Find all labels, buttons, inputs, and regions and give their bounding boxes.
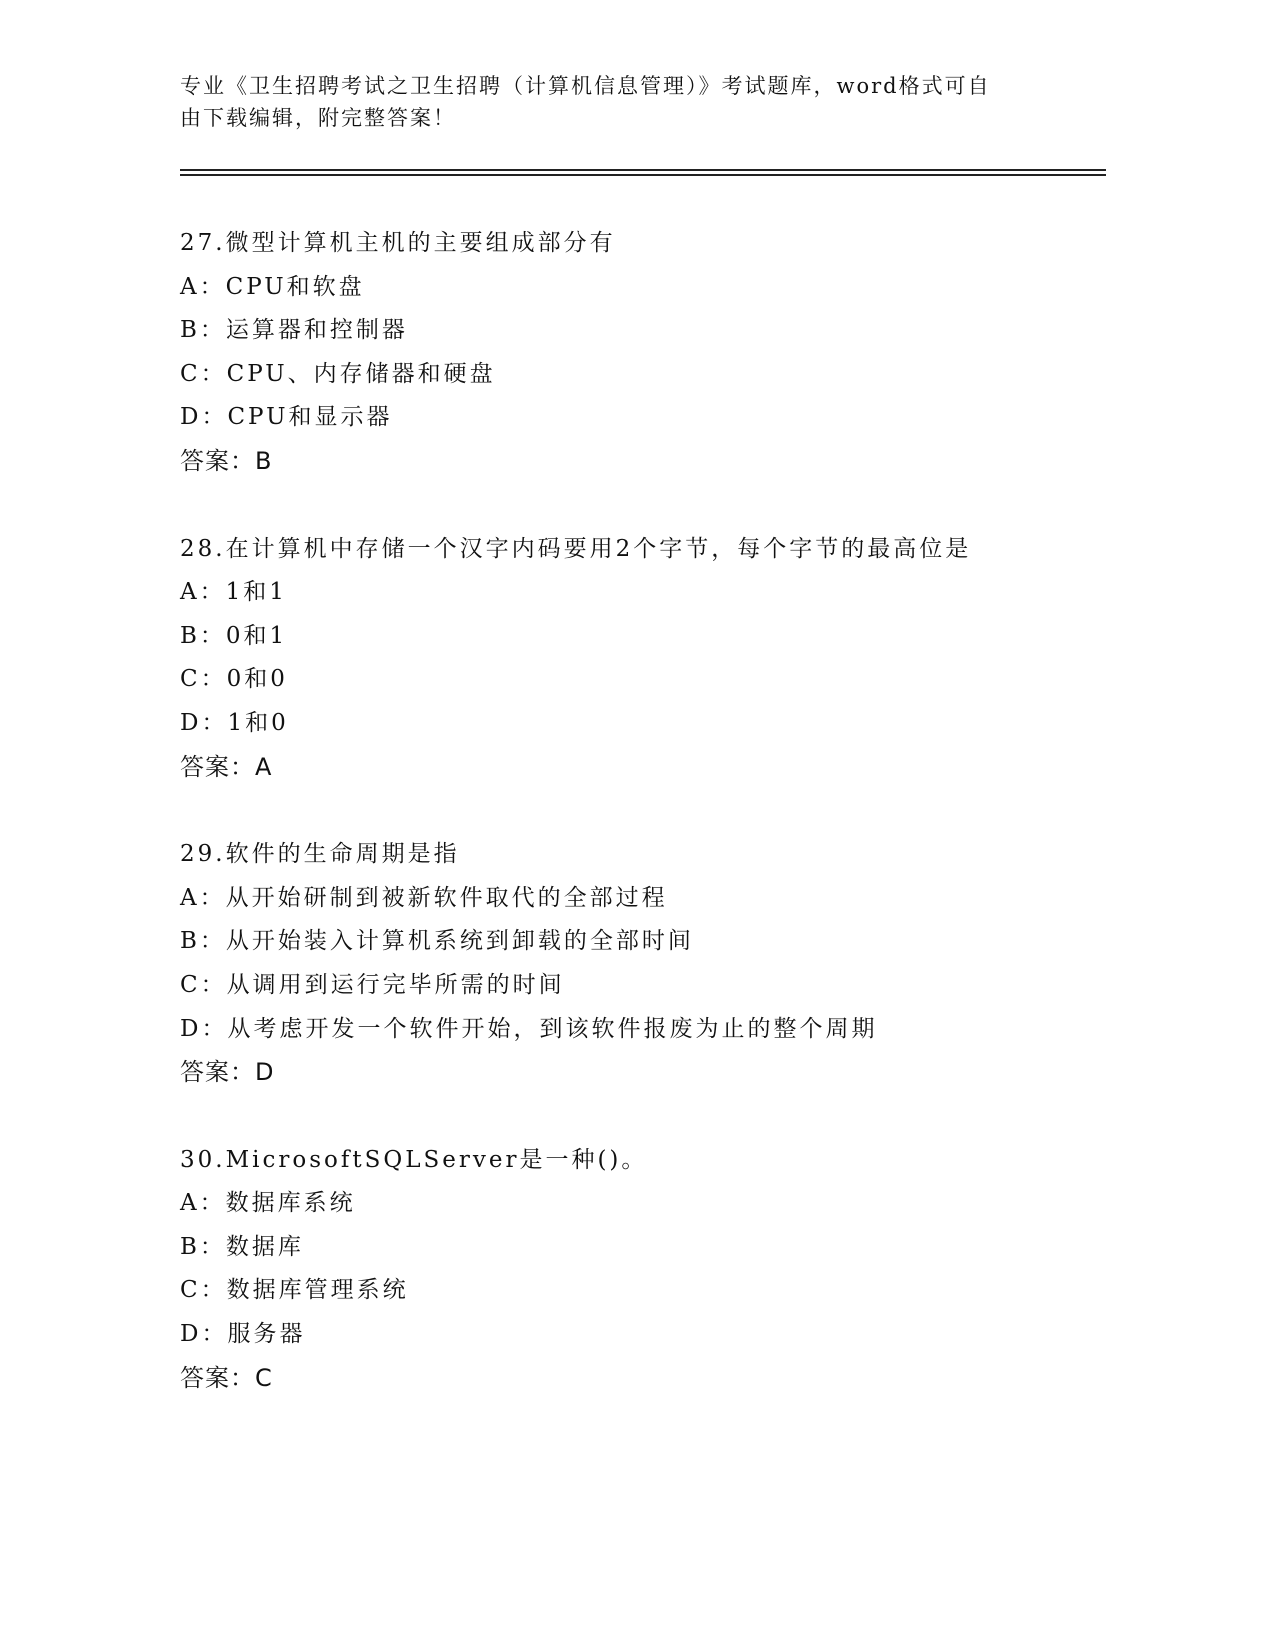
question-29: [180, 833, 1120, 1095]
question-stem: 28.在计算机中存储一个汉字内码要用2个字节，每个字节的最高位是: [180, 535, 972, 562]
option-c: C：从调用到运行完毕所需的时间: [180, 971, 565, 998]
header-line-1: 专业《卫生招聘考试之卫生招聘（计算机信息管理）》考试题库，word格式可自: [180, 74, 991, 98]
question-list: [180, 222, 1120, 1444]
option-d: D：服务器: [180, 1321, 306, 1348]
page-header: [180, 70, 1040, 134]
question-30: [180, 1139, 1120, 1401]
answer: 答案：B: [180, 446, 273, 475]
option-c: C：CPU、内存储器和硬盘: [180, 360, 496, 387]
option-d: D：CPU和显示器: [180, 404, 393, 431]
answer: 答案：A: [180, 752, 273, 781]
header-divider-top: [180, 169, 1106, 171]
option-a: A：1和1: [180, 579, 287, 606]
question-27: [180, 222, 1120, 484]
option-b: B：运算器和控制器: [180, 317, 408, 344]
option-b: B：数据库: [180, 1233, 304, 1260]
option-c: C：数据库管理系统: [180, 1277, 409, 1304]
option-a: A：从开始研制到被新软件取代的全部过程: [180, 884, 668, 911]
option-d: D：从考虑开发一个软件开始，到该软件报废为止的整个周期: [180, 1015, 878, 1042]
question-stem: 29.软件的生命周期是指: [180, 841, 460, 868]
question-stem: 27.微型计算机主机的主要组成部分有: [180, 230, 616, 256]
answer: 答案：D: [180, 1058, 275, 1087]
option-b: B：0和1: [180, 622, 288, 649]
header-line-2: 由下载编辑，附完整答案！: [180, 106, 456, 130]
option-d: D：1和0: [180, 709, 289, 736]
option-a: A：数据库系统: [180, 1190, 356, 1217]
question-28: [180, 528, 1120, 790]
option-c: C：0和0: [180, 666, 288, 693]
question-stem: 30.MicrosoftSQLServer是一种()。: [180, 1146, 648, 1173]
option-b: B：从开始装入计算机系统到卸载的全部时间: [180, 928, 694, 955]
header-divider-bottom: [180, 174, 1106, 176]
answer: 答案：C: [180, 1363, 273, 1392]
option-a: A：CPU和软盘: [180, 273, 365, 300]
